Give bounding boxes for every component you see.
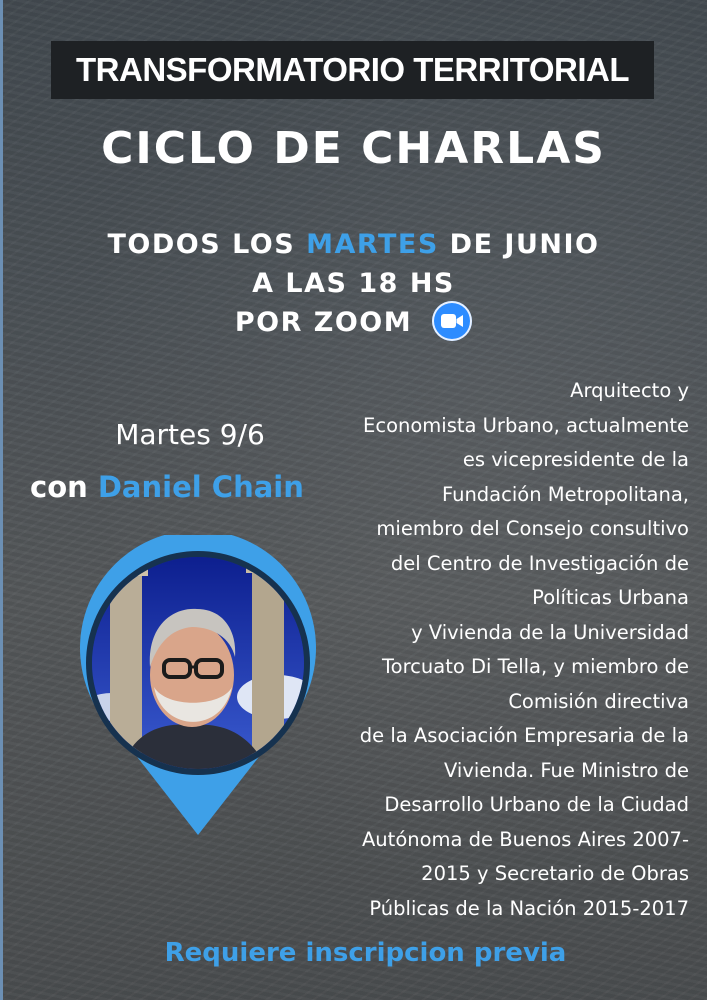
bio-line: es vicepresidente de la xyxy=(462,448,689,471)
header-band xyxy=(51,41,654,99)
bio-line: Comisión directiva xyxy=(508,689,689,713)
header-title: TRANSFORMATORIO TERRITORIAL xyxy=(76,51,629,88)
bio-line: Vivienda. Fue Ministro de xyxy=(444,758,689,782)
bio-line: de la Asociación Empresaria de la xyxy=(359,724,689,747)
bio-line: Arquitecto y xyxy=(570,379,689,402)
schedule-platform xyxy=(0,303,707,342)
event-date: Martes 9/6 xyxy=(115,418,265,451)
speaker-photo xyxy=(92,557,304,769)
schedule-platform-label: POR ZOOM xyxy=(234,307,413,338)
schedule-block xyxy=(0,225,707,342)
schedule-days-suffix: DE JUNIO xyxy=(438,229,600,260)
bio-line: Desarrollo Urbano de la Ciudad xyxy=(384,793,689,816)
bio-line: miembro del Consejo consultivo xyxy=(376,517,689,540)
schedule-days-highlight: MARTES xyxy=(306,229,439,260)
schedule-days-prefix: TODOS LOS xyxy=(107,229,307,260)
speaker-bio xyxy=(329,374,689,926)
bio-line: Políticas Urbana xyxy=(532,586,689,609)
schedule-days xyxy=(0,225,707,264)
speaker-line xyxy=(30,470,304,504)
bio-line: del Centro de Investigación de xyxy=(390,551,689,575)
bio-line: 2015 y Secretario de Obras xyxy=(421,862,689,885)
bio-line: y Vivienda de la Universidad xyxy=(411,620,689,644)
bio-line: Economista Urbano, actualmente xyxy=(363,413,689,437)
bio-line: Torcuato Di Tella, y miembro de xyxy=(382,655,689,678)
bio-line: Fundación Metropolitana, xyxy=(441,482,689,506)
speaker-name: Daniel Chain xyxy=(97,470,304,504)
speaker-prefix: con xyxy=(30,470,98,504)
schedule-time: A LAS 18 HS xyxy=(252,268,455,299)
bio-line: Públicas de la Nación 2015-2017 xyxy=(369,896,689,920)
zoom-camera-icon xyxy=(432,301,472,341)
registration-note: Requiere inscripcion previa xyxy=(164,938,567,968)
bio-line: Autónoma de Buenos Aires 2007- xyxy=(361,827,689,851)
cycle-title: CICLO DE CHARLAS xyxy=(101,123,606,174)
